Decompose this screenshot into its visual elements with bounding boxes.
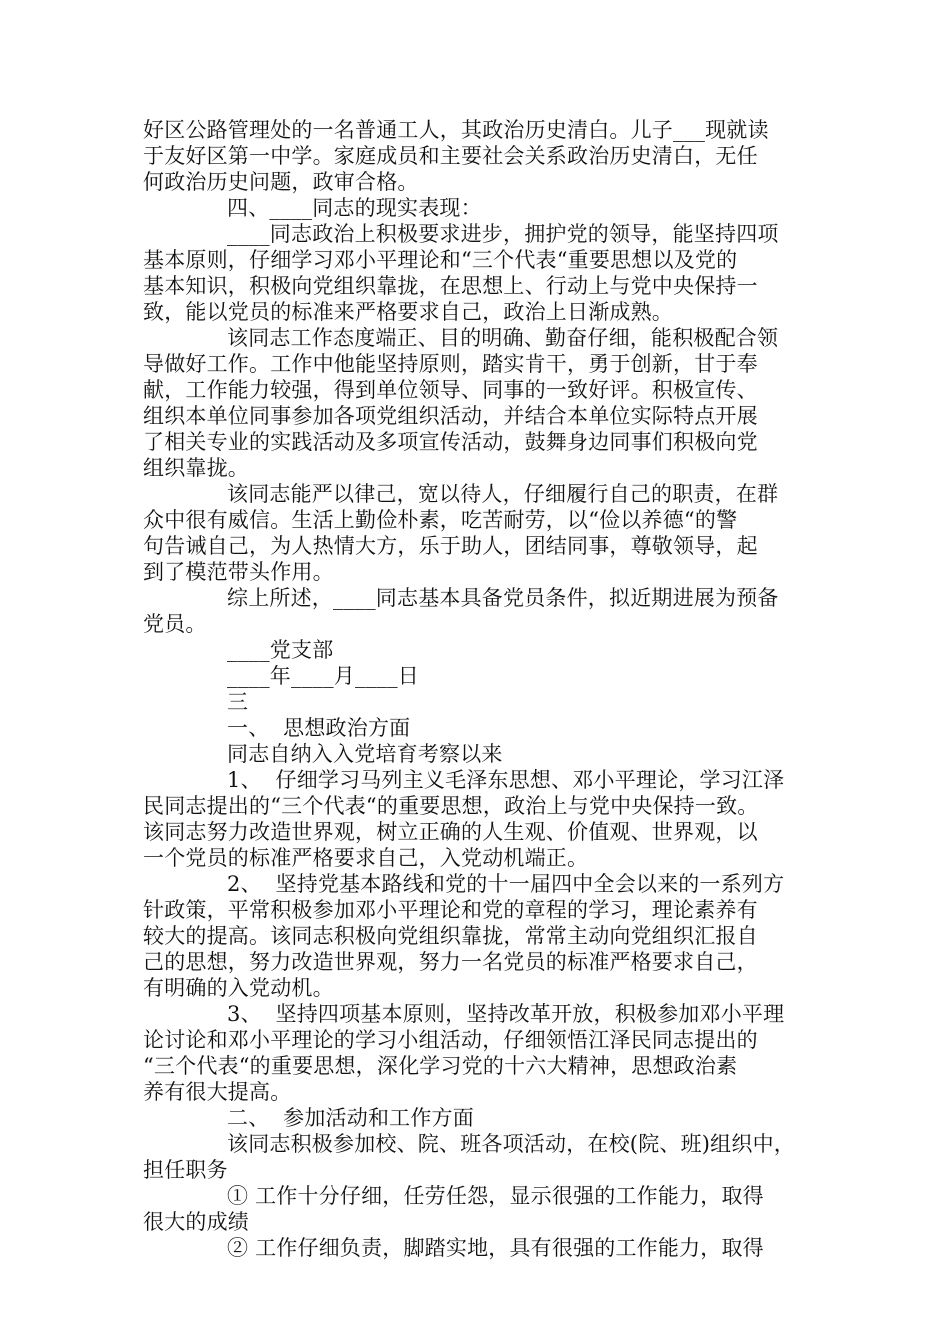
text-line: 二、 参加活动和工作方面 — [227, 1106, 474, 1130]
text-line: 基本知识，积极向党组织靠拢，在思想上、行动上与党中央保持一 — [143, 274, 758, 298]
text-line: 养有很大提高。 — [143, 1080, 292, 1104]
text-line: 组织靠拢。 — [143, 456, 249, 480]
text-line: 献，工作能力较强，得到单位领导、同事的一致好评。积极宣传、 — [143, 378, 758, 402]
text-line: 1、 仔细学习马列主义毛泽东思想、邓小平理论，学习江泽 — [227, 768, 785, 792]
text-line: 有明确的入党动机。 — [143, 976, 334, 1000]
text-line: “三个代表“的重要思想，深化学习党的十六大精神，思想政治素 — [143, 1054, 738, 1078]
text-line: 该同志积极参加校、院、班各项活动，在校(院、班)组织中， — [227, 1132, 795, 1156]
text-line: 很大的成绩 — [143, 1210, 249, 1234]
text-line: ____同志政治上积极要求进步，拥护党的领导，能坚持四项 — [227, 222, 779, 246]
text-line: 到了模范带头作用。 — [143, 560, 334, 584]
text-line: ____党支部 — [227, 638, 334, 662]
text-line: ② 工作仔细负责，脚踏实地，具有很强的工作能力，取得 — [227, 1236, 764, 1260]
text-line: 致，能以党员的标准来严格要求自己，政治上日渐成熟。 — [143, 300, 673, 324]
text-line: 论讨论和邓小平理论的学习小组活动，仔细领悟江泽民同志提出的 — [143, 1028, 758, 1052]
text-line: 四、____同志的现实表现： — [227, 196, 482, 220]
text-line: 导做好工作。工作中他能坚持原则，踏实肯干，勇于创新，甘于奉 — [143, 352, 758, 376]
text-line: 于友好区第一中学。家庭成员和主要社会关系政治历史清白，无任 — [143, 144, 758, 168]
text-line: 众中很有威信。生活上勤俭朴素，吃苦耐劳，以“俭以养德“的警 — [143, 508, 738, 532]
text-line: ____年____月____日 — [227, 664, 419, 688]
text-line: 民同志提出的“三个代表“的重要思想，政治上与党中央保持一致。 — [143, 794, 759, 818]
document-body — [143, 117, 815, 1261]
text-line: 何政治历史问题，政审合格。 — [143, 170, 419, 194]
text-line: 同志自纳入入党培育考察以来 — [227, 742, 503, 766]
text-line: 三 — [227, 690, 249, 714]
text-line: 该同志能严以律己，宽以待人，仔细履行自己的职责，在群 — [227, 482, 779, 506]
text-line: 一个党员的标准严格要求自己，入党动机端正。 — [143, 846, 589, 870]
text-line: 3、 坚持四项基本原则，坚持改革开放，积极参加邓小平理 — [227, 1002, 785, 1026]
text-line: 了相关专业的实践活动及多项宣传活动，鼓舞身边同事们积极向党 — [143, 430, 758, 454]
text-line: 组织本单位同事参加各项党组织活动，并结合本单位实际特点开展 — [143, 404, 758, 428]
text-line: 综上所述，____同志基本具备党员条件，拟近期进展为预备 — [227, 586, 779, 610]
text-line: 2、 坚持党基本路线和党的十一届四中全会以来的一系列方 — [227, 872, 785, 896]
text-line: 一、 思想政治方面 — [227, 716, 411, 740]
text-line: 该同志工作态度端正、目的明确、勤奋仔细，能积极配合领 — [227, 326, 779, 350]
text-line: 己的思想，努力改造世界观，努力一名党员的标准严格要求自己， — [143, 950, 758, 974]
text-line: 好区公路管理处的一名普通工人，其政治历史清白。儿子___现就读 — [143, 118, 769, 142]
text-line: 较大的提高。该同志积极向党组织靠拢，常常主动向党组织汇报自 — [143, 924, 758, 948]
text-line: 党员。 — [143, 612, 207, 636]
text-line: 基本原则，仔细学习邓小平理论和“三个代表“重要思想以及党的 — [143, 248, 738, 272]
text-line: 针政策，平常积极参加邓小平理论和党的章程的学习，理论素养有 — [143, 898, 758, 922]
text-line: 句告诫自己，为人热情大方，乐于助人，团结同事，尊敬领导，起 — [143, 534, 758, 558]
text-line: 担任职务 — [143, 1158, 228, 1182]
text-line: 该同志努力改造世界观，树立正确的人生观、价值观、世界观，以 — [143, 820, 758, 844]
text-line: ① 工作十分仔细，任劳任怨，显示很强的工作能力，取得 — [227, 1184, 764, 1208]
